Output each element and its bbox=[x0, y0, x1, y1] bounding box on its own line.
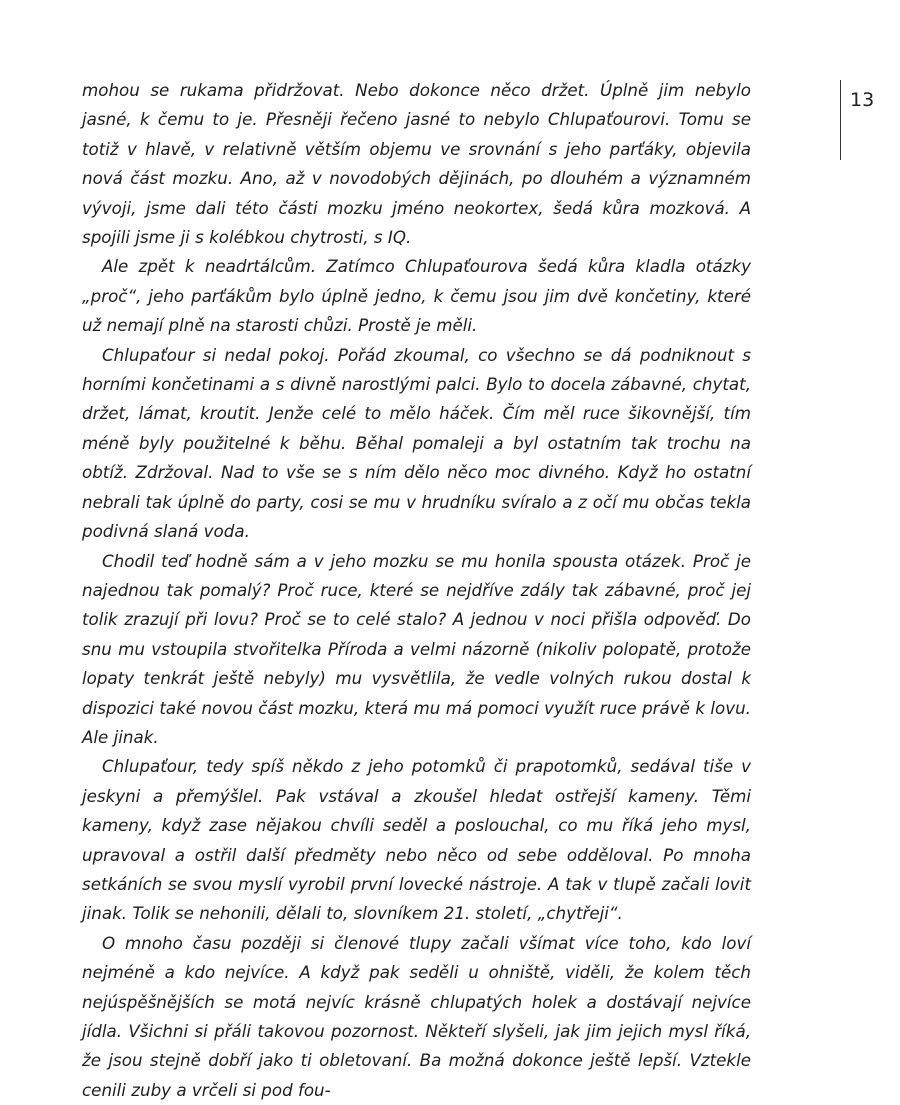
page-number-divider bbox=[840, 80, 841, 160]
paragraph-1: mohou se rukama přidržovat. Nebo dokonce něco držet. Úplně jim nebylo jasné, k čemu to je. Přesněji řečeno jasné to nebylo Chlupaťourovi. Tomu se totiž v hlavě, v relativně větším objemu ve srovnání s jeho parťáky, objevila nová část mozku. Ano, až v novodobých dějinách, po dlouhém a významném vývoji, jsme dali této části mozku jméno neokortex, šedá kůra mozková. A spojili jsme ji s kolébkou chytrosti, s IQ. bbox=[82, 80, 751, 248]
paragraph-4: Chodil teď hodně sám a v jeho mozku se mu honila spousta otázek. Proč je najednou tak pomalý? Proč ruce, které se nejdříve zdály tak zábavné, proč jej tolik zrazují při lovu? Proč se to celé stalo? A jednou v noci přišla odpověď. Do snu mu vstoupila stvořitelka Příroda a velmi názorně (nikoliv polopatě, protože lopaty tenkrát ještě nebyly) mu vysvětlila, že vedle volných rukou dostal k dispozici také novou část mozku, která mu má pomoci využít ruce právě k lovu. Ale jinak. bbox=[82, 550, 751, 747]
page-number: 13 bbox=[850, 89, 875, 111]
paragraph-3: Chlupaťour si nedal pokoj. Pořád zkoumal, co všechno se dá podniknout s horními končetinami a s divně narostlými palci. Bylo to docela zábavné, chytat, držet, lámat, kroutit. Jenže celé to mělo háček. Čím měl ruce šikovnější, tím méně byly použitelné k běhu. Běhal pomaleji a byl ostatním tak trochu na obtíž. Zdržoval. Nad to vše se s ním dělo něco moc divného. Když ho ostatní nebrali tak úplně do party, cosi se mu v hrudníku svíralo a z očí mu občas tekla podivná slaná voda. bbox=[82, 344, 751, 542]
paragraph-6: O mnoho času později si členové tlupy začali všímat více toho, kdo loví nejméně a kdo nejvíce. A když pak seděli u ohniště, viděli, že kolem těch nejúspěšnějších se motá nejvíc krásně chlupatých holek a dostávají nejvíce jídla. Všichni si přáli takovou pozornost. Někteří slyšeli, jak jim jejich mysl říká, že jsou stejně dobří jako ti obletovaní. Ba možná dokonce ještě lepší. Vztekle cenili zuby a vrčeli si pod fou- bbox=[82, 932, 751, 1100]
paragraph-5: Chlupaťour, tedy spíš někdo z jeho potomků či prapotomků, sedával tiše v jeskyni a přemýšlel. Pak vstával a zkoušel hledat ostřejší kameny. Těmi kameny, když zase nějakou chvíli seděl a poslouchal, co mu říká jeho mysl, upravoval a ostřil další předměty nebo něco od sebe odděloval. Po mnoha setkáních se svou myslí vyrobil první lovecké nástroje. A tak v tlupě začali lovit jinak. Tolik se nehonili, dělali to, slovníkem 21. století, „chytřeji“. bbox=[82, 756, 751, 924]
body-text bbox=[82, 76, 751, 1105]
paragraph-2: Ale zpět k neadrtálcům. Zatímco Chlupaťourova šedá kůra kladla otázky „proč“, jeho parťákům bylo úplně jedno, k čemu jsou jim dvě končetiny, které už nemají plně na starosti chůzi. Prostě je měli. bbox=[82, 256, 751, 336]
